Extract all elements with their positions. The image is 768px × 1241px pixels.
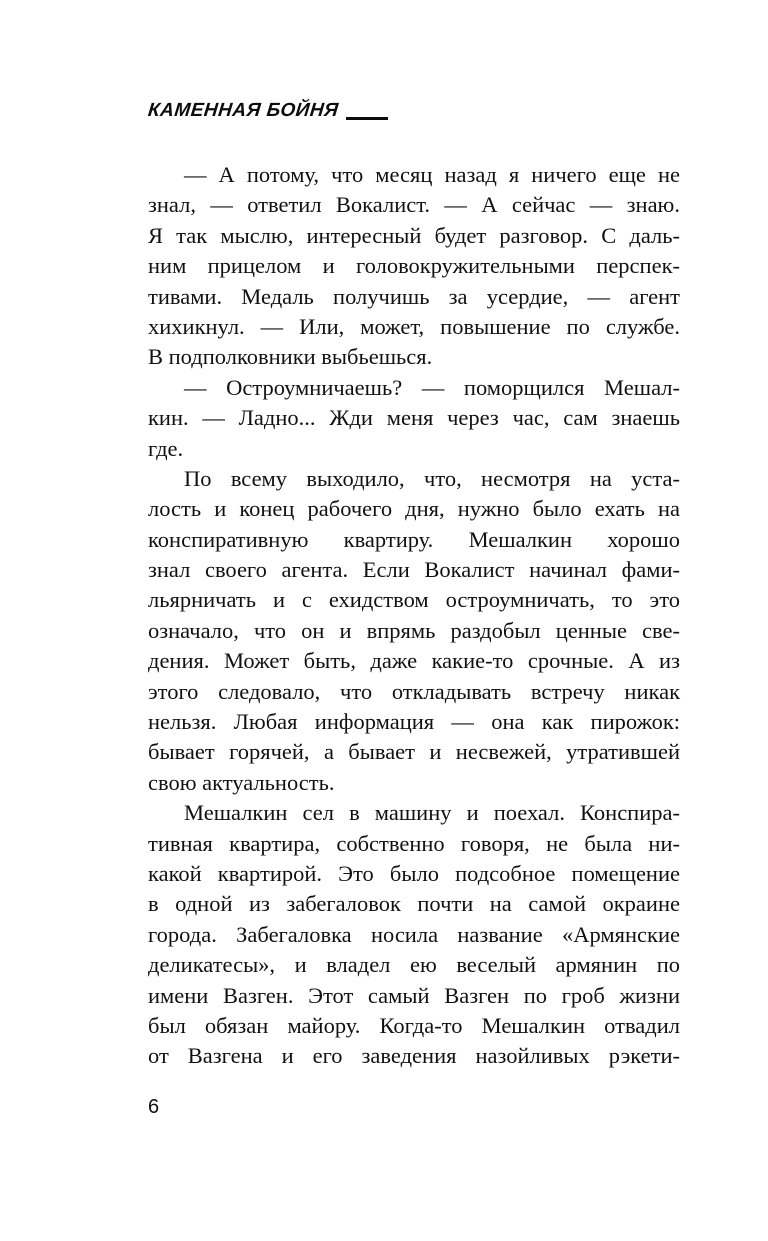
text-line: знал своего агента. Если Вокалист начинал фами- <box>148 557 680 583</box>
text-line: лость и конец рабочего дня, нужно было ехать на <box>148 496 680 522</box>
text-line: города. Забегаловка носила название «Армянские <box>148 921 680 947</box>
text-line: льярничать и с ехидством остроумничать, то это <box>148 587 680 613</box>
text-line: этого следовало, что откладывать встречу никак <box>148 678 680 704</box>
text-line: от Вазгена и его заведения назойливых рэкети- <box>148 1043 680 1069</box>
text-line: знал, — ответил Вокалист. — А сейчас — знаю. <box>148 192 680 218</box>
text-line: — А потому, что месяц назад я ничего еще не <box>184 162 680 187</box>
text-line: ним прицелом и головокружительными перспек- <box>148 253 680 279</box>
text-line: свою актуальность. <box>148 769 335 795</box>
text-line: дения. Может быть, даже какие-то срочные. А из <box>148 648 680 674</box>
body-text <box>148 160 680 1072</box>
text-line: — Остроумничаешь? — поморщился Мешал- <box>184 374 680 400</box>
text-line: означало, что он и впрямь раздобыл ценные све- <box>148 617 680 643</box>
text-line: имени Вазген. Этот самый Вазген по гроб жизни <box>148 982 680 1008</box>
running-head-rule <box>346 117 388 120</box>
running-head-title: КАМЕННАЯ БОЙНЯ <box>146 100 340 121</box>
text-line: тивная квартира, собственно говоря, не была ни- <box>148 830 680 856</box>
text-line: Я так мыслю, интересный будет разговор. С даль- <box>148 222 680 248</box>
text-line: какой квартирой. Это было подсобное помещение <box>148 860 680 886</box>
text-line: Мешалкин сел в машину и поехал. Конспира- <box>184 800 680 826</box>
text-line: где. <box>148 435 184 461</box>
text-line: в одной из забегаловок почти на самой окраине <box>148 891 680 917</box>
page-number: 6 <box>148 1096 160 1118</box>
text-line: конспиративную квартиру. Мешалкин хорошо <box>148 526 680 552</box>
text-line: кин. — Ладно... Жди меня через час, сам знаешь <box>148 405 680 431</box>
text-line: тивами. Медаль получишь за усердие, — агент <box>148 283 680 309</box>
text-line: нельзя. Любая информация — она как пирожок: <box>148 709 680 735</box>
text-line: В подполковники выбьешься. <box>148 344 433 370</box>
text-line: был обязан майору. Когда-то Мешалкин отвадил <box>148 1012 680 1038</box>
text-line: хихикнул. — Или, может, повышение по службе. <box>148 313 680 339</box>
text-line: бывает горячей, а бывает и несвежей, утратившей <box>148 739 680 765</box>
text-line: деликатесы», и владел ею веселый армянин по <box>148 952 680 978</box>
text-line: По всему выходило, что, несмотря на уста- <box>184 465 680 491</box>
